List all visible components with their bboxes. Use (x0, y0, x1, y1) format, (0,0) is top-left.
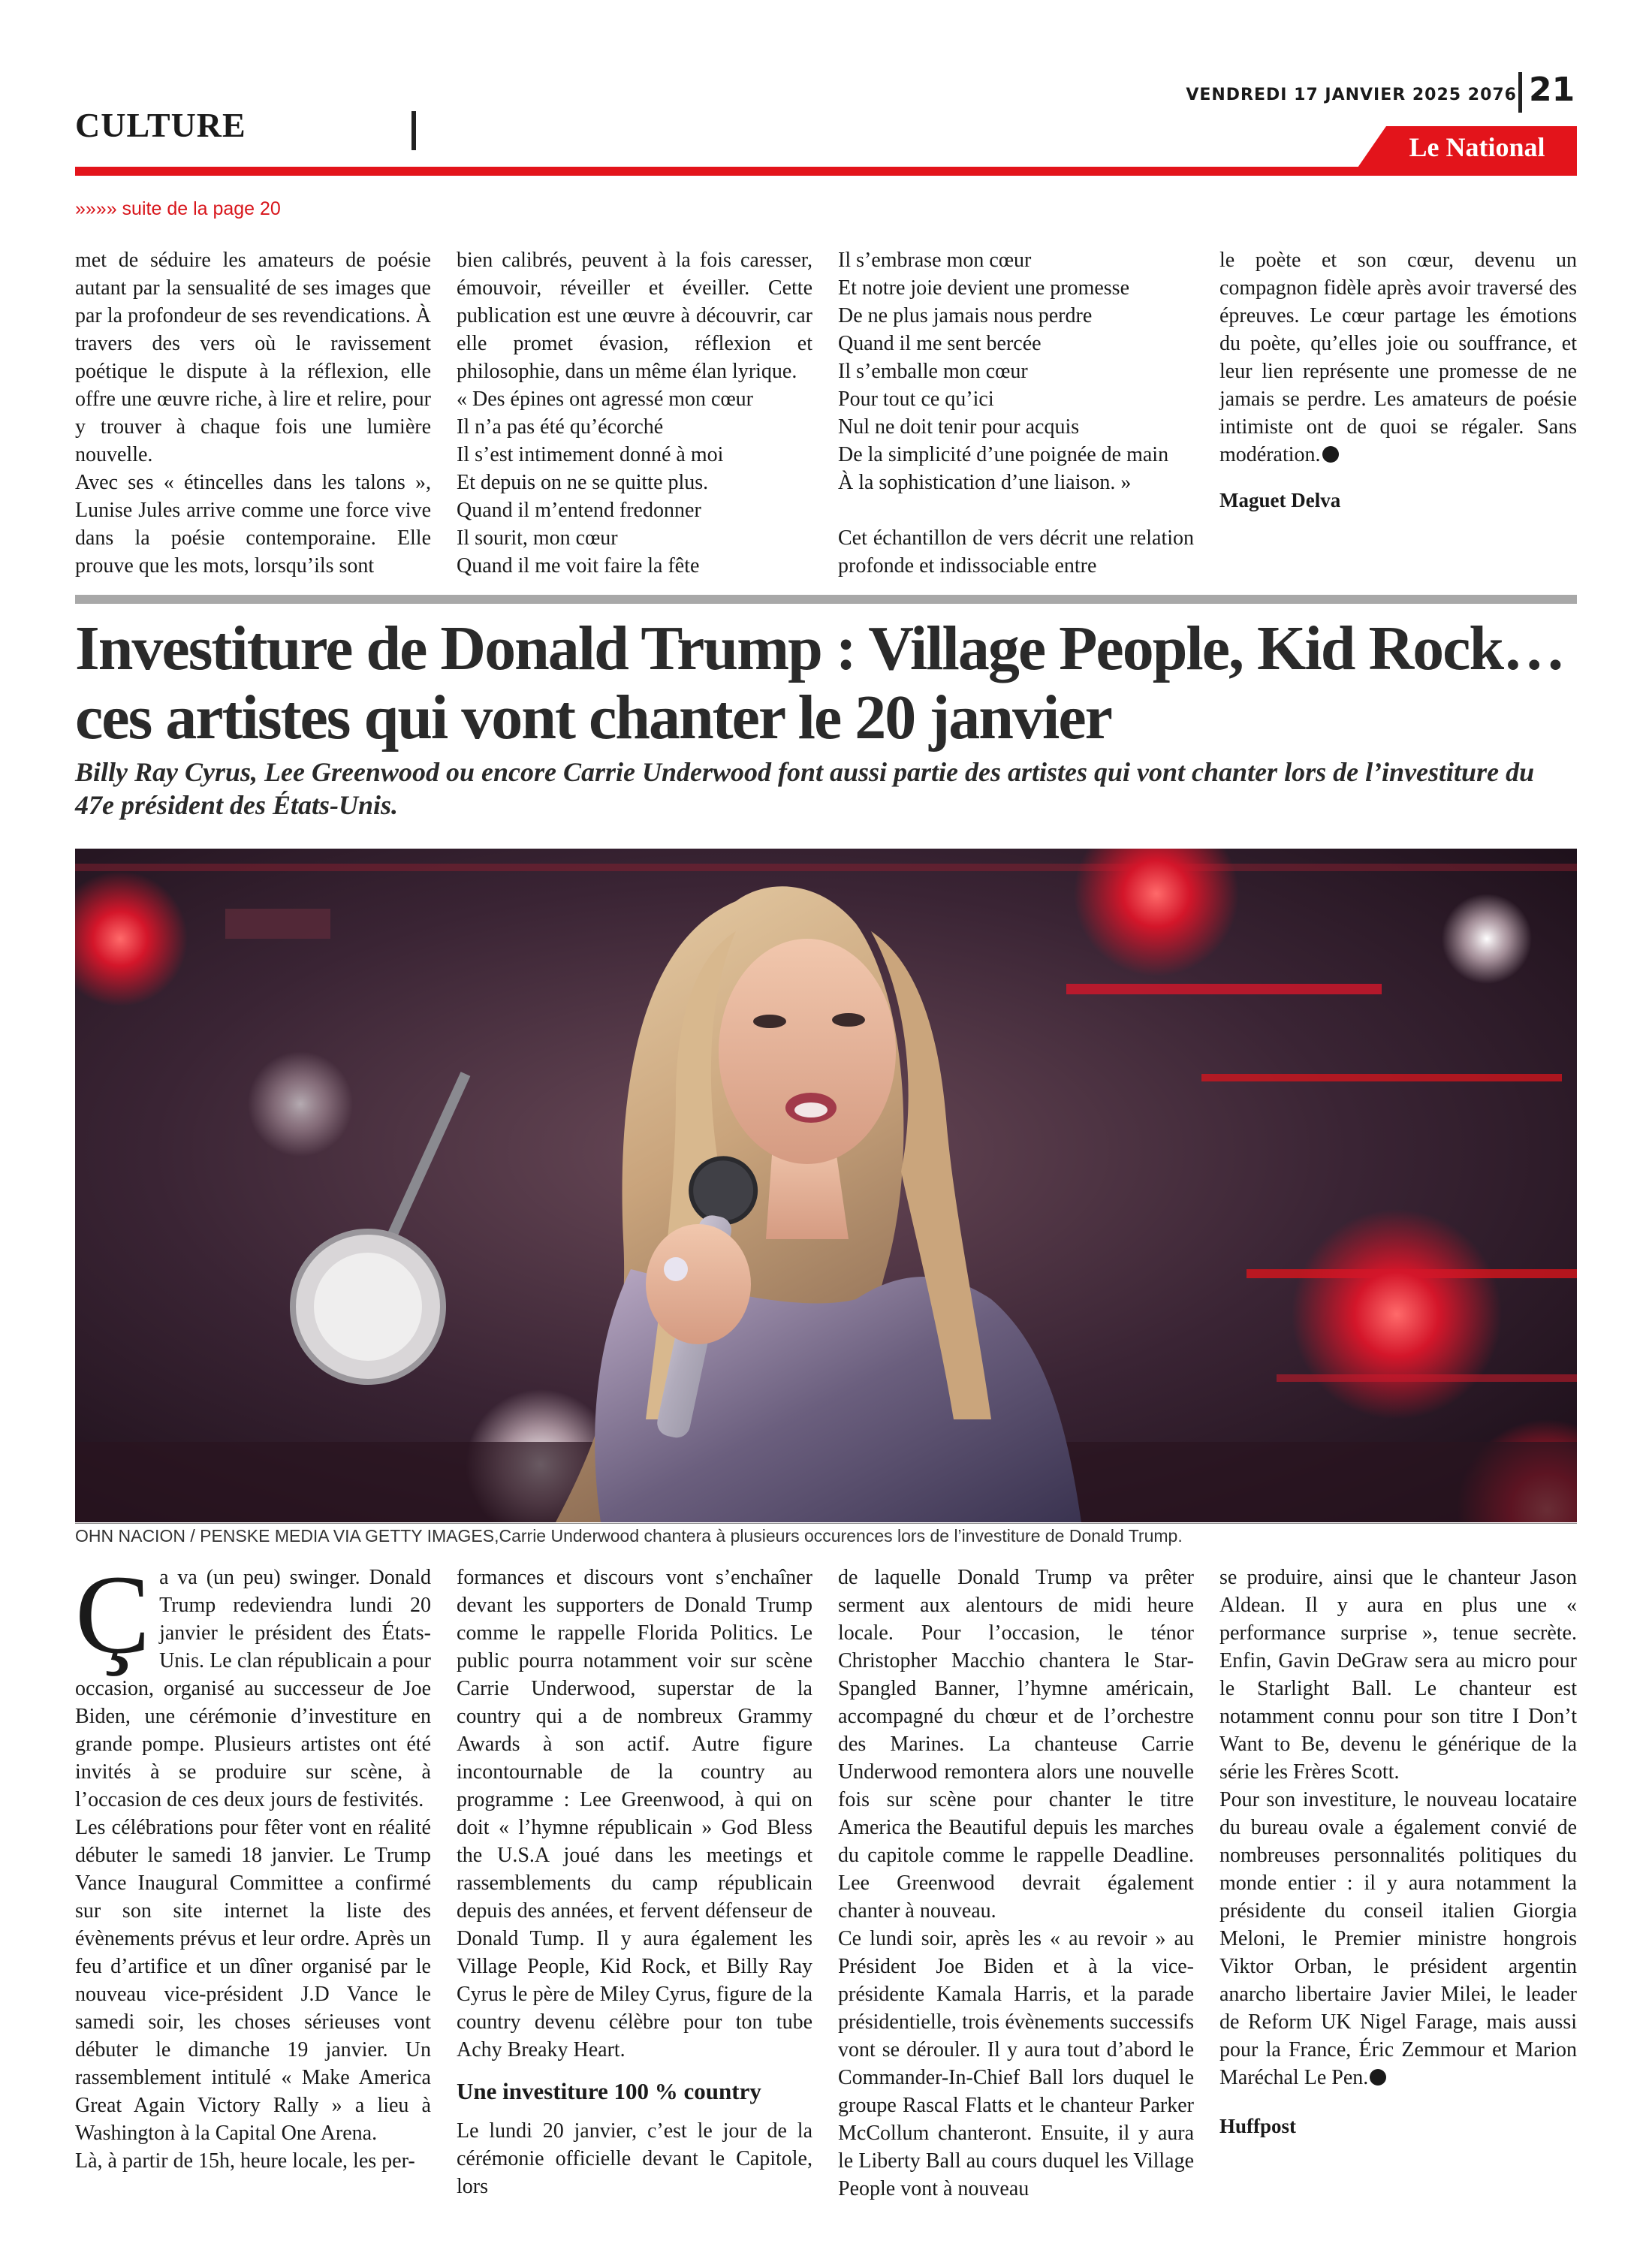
paragraph: se produire, ainsi que le chanteur Jason Aldean. Il y aura en plus une « performance surprise », tenue secrète. Enfin, Gavin DeGraw sera au micro pour le Starlight Ball. Le chanteur est notamment connu pour son titre I Don’t Want to Be, devenu le générique de la série les Frères Scott. (1219, 1566, 1577, 1784)
article-column-3 (838, 1564, 1194, 2203)
end-of-article-icon (1370, 2069, 1386, 2086)
poem-line: De la simplicité d’une poignée de main (838, 443, 1169, 466)
paragraph: formances et discours vont s’enchaîner devant les supporters de Donald Trump comme le rappelle Florida Politics. Le public pourra notamment voir sur scène Carrie Underwood, superstar de la country qui a de nombreux Grammy Awards à son actif. Autre figure incontournable de la country au programme : Lee Greenwood, à qui on doit « l’hymne républicain » God Bless the U.S.A joué dans les meetings et rassemblements du camp républicain depuis des années, et fervent défenseur de Donald Tump. Il y aura également les Village People, Kid Rock, et Billy Ray Cyrus le père de Miley Cyrus, figure de la country devenu célèbre pour ton tube Achy Breaky Heart. (457, 1566, 812, 2061)
poem-line: Il s’est intimement donné à moi (457, 443, 724, 466)
photo-caption: OHN NACION / PENSKE MEDIA VIA GETTY IMAGES,Carrie Underwood chantera à plusieurs occurences lors de l’investiture de Donald Trump. (75, 1526, 1183, 1546)
poem-line: Il sourit, mon cœur (457, 526, 618, 550)
article-subheading: Une investiture 100 % country (457, 2078, 761, 2104)
poem-excerpt (457, 385, 812, 580)
poem-line: « Des épines ont agressé mon cœur (457, 388, 754, 411)
paragraph (1219, 1786, 1577, 2092)
section-title: CULTURE (75, 106, 246, 144)
poem-line: Quand il me voit faire la fête (457, 554, 700, 578)
paragraph-text: Pour son investiture, le nouveau locataire du bureau ovale a également convié de nombreuses personnalités politiques du monde entier : il y aura notamment la présidente du conseil italien Giorgia Meloni, le Premier ministre hongrois Viktor Orban, le président argentin anarcho libertaire Javier Milei, le leader de Reform UK Nigel Farage, mais aussi pour la France, Éric Zemmour et Marion Maréchal Le Pen. (1219, 1788, 1577, 2089)
continued-from-link[interactable]: »»»» suite de la page 20 (75, 198, 281, 219)
brand-logo-text: Le National (1409, 132, 1545, 162)
paragraph: bien calibrés, peuvent à la fois caresser, émouvoir, réveiller et éveiller. Cette publication est une œuvre à découvrir, car elle promet évasion, réflexion et philosophie, dans un même élan lyrique. (457, 249, 812, 383)
page-number: 21 (1529, 71, 1575, 109)
end-of-article-icon (1322, 446, 1339, 463)
concert-singer-photo (75, 849, 1577, 1522)
article-headline (75, 614, 1577, 753)
paragraph: Ce lundi soir, après les « au revoir » au Président Joe Biden et à la vice-présidente Kamala Harris, et la parade présidentielle, trois évènements successifs vont se dérouler. Il y aura tout d’abord le Commander-In-Chief Ball lors duquel le groupe Rascal Flatts et le chanteur Parker McCollum chanteront. Ensuite, il y aura le Liberty Ball au cours duquel les Village People vont à nouveau (838, 1927, 1194, 2200)
poem-line: Il s’emballe mon cœur (838, 360, 1028, 383)
poem-line: Il s’embrase mon cœur (838, 249, 1032, 272)
poem-line: Pour tout ce qu’ici (838, 388, 994, 411)
issue-dateline: VENDREDI 17 JANVIER 2025 2076 (1186, 86, 1517, 104)
poem-line: Et notre joie devient une promesse (838, 276, 1129, 300)
paragraph: Cet échantillon de vers décrit une relation profonde et indissociable entre (838, 526, 1194, 578)
paragraph: Le lundi 20 janvier, c’est le jour de la cérémonie officielle devant le Capitole, lors (457, 2119, 812, 2198)
poem-line: Nul ne doit tenir pour acquis (838, 415, 1080, 439)
drop-cap: Ç (75, 1552, 151, 1677)
prev-article-column-3 (838, 246, 1194, 580)
paragraph: met de séduire les amateurs de poésie autant par la sensualité de ses images que par la profondeur de ses revendications. À travers des vers où le ravissement poétique le dispute à la réflexion, elle offre une œuvre riche, à lire et relire, pour y trouver à chaque fois une lumière nouvelle. (75, 249, 431, 466)
page-number-divider (1518, 72, 1522, 113)
paragraph (75, 1552, 431, 1814)
prev-article-column-1 (75, 246, 431, 580)
author-byline: Maguet Delva (1219, 489, 1341, 511)
paragraph: Là, à partir de 15h, heure locale, les per- (75, 2149, 415, 2173)
header-red-rule (75, 167, 1577, 176)
article-deck: Billy Ray Cyrus, Lee Greenwood ou encore Carrie Underwood font aussi partie des artistes qui vont chanter lors de l’investiture du 47e président des États-Unis. (75, 757, 1535, 820)
poem-line: De ne plus jamais nous perdre (838, 304, 1093, 327)
paragraph: de laquelle Donald Trump va prêter serment aux alentours de midi heure locale. Pour l’occasion, le ténor Christopher Macchio chantera le Star-Spangled Banner, l’hymne américain, accompagné du chœur et de l’orchestre des Marines. La chanteuse Carrie Underwood remontera alors une nouvelle fois sur scène pour chanter le titre America the Beautiful depuis les marches du capitole comme le rappelle Deadline. Lee Greenwood devrait également chanter à nouveau. (838, 1566, 1194, 1923)
poem-line: Quand il m’entend fredonner (457, 499, 701, 522)
article-column-2 (457, 1564, 812, 2200)
paragraph: Les célébrations pour fêter vont en réalité débuter le samedi 18 janvier. Le Trump Vance Inaugural Committee a confirmé sur son site internet la liste des évènements prévus et leur ordre. Après un feu d’artifice et un dîner organisé par le nouveau vice-président J.D Vance le samedi soir, les choses sérieuses vont débuter le dimanche 19 janvier. Un rassemblement intitulé « Make America Great Again Victory Rally » a lieu à Washington à la Capital One Arena. (75, 1816, 431, 2145)
paragraph-text: le poète et son cœur, devenu un compagnon fidèle après avoir traversé des épreuves. Le cœur partage les émotions du poète, qu’elles joie ou souffrance, et leur lien représente une promesse de ne jamais se perdre. Les amateurs de poésie intimiste ont de quoi se régaler. Sans modération. (1219, 249, 1577, 466)
poem-excerpt (838, 246, 1194, 496)
article-column-1 (75, 1552, 431, 2175)
paragraph: Avec ses « étincelles dans les talons », Lunise Jules arrive comme une force vive dans la poésie contemporaine. Elle prouve que les mots, lorsqu’ils sont (75, 471, 431, 578)
poem-line: Et depuis on ne se quitte plus. (457, 471, 709, 494)
paragraph-text: a va (un peu) swinger. Donald Trump redeviendra lundi 20 janvier le président des États-Unis. Le clan républicain a pour occasion, organisé au successeur de Joe Biden, une cérémonie d’investiture en grande pompe. Plusieurs artistes ont été invités à se produire sur scène, à l’occasion de ces deux jours de festivités. (75, 1566, 431, 1811)
prev-article-column-2 (457, 246, 812, 580)
article-source: Huffpost (1219, 2115, 1297, 2137)
prev-article-column-4 (1219, 246, 1577, 514)
poem-line: Il n’a pas été qu’écorché (457, 415, 664, 439)
section-divider (411, 111, 416, 150)
article-separator-rule (75, 595, 1577, 604)
paragraph (1219, 246, 1577, 469)
caption-rule (75, 1523, 1577, 1524)
article-photo (75, 849, 1577, 1522)
poem-line: Quand il me sent bercée (838, 332, 1042, 355)
headline-line: Investiture de Donald Trump : Village People, Kid Rock… (75, 614, 1565, 683)
poem-line: À la sophistication d’une liaison. » (838, 471, 1132, 494)
article-column-4 (1219, 1564, 1577, 2140)
headline-line: ces artistes qui vont chanter le 20 janvier (75, 683, 1111, 753)
